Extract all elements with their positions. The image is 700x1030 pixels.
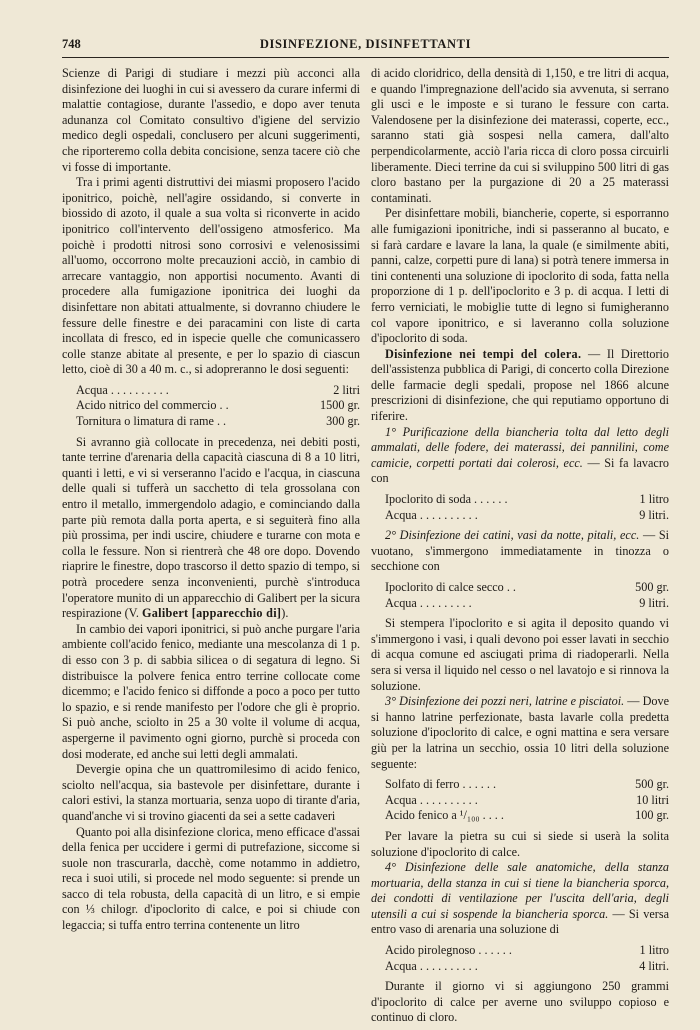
ingredient-quantity: 500 gr. (635, 580, 669, 594)
recipe-row (385, 959, 669, 975)
recipe-table (385, 777, 669, 824)
paragraph (371, 860, 669, 938)
paragraph (371, 528, 669, 575)
paragraph: Quanto poi alla disinfezione clorica, meno efficace d'assai della fenica per uccidere i germi di putrefazione, siccome si suole non trascurarla, dacchè, come notammo in addietro, reca i suoi utili, si procede nel modo seguente: si prende un sacco di tela robusta, della capacità di un litro, e si empie con ⅓ chilogr. d'ipoclorito di calce, e poi si chiude con legaccia; si tuffa entro terrina contenente un litro (62, 824, 360, 933)
paragraph (371, 425, 669, 487)
recipe-row (385, 777, 669, 793)
paragraph: Scienze di Parigi di studiare i mezzi più acconci alla disinfezione dei luoghi in cui si avessero da curare infermi di malattie contagiose, durante l'assedio, e dopo aver tenuta adunanza col Comitato consultivo d'igiene del servizio medico degli ospedali, conclusero per alcuni suggerimenti, che riporteremo colla debita concisione, senza tacere ciò che vi fosse di importante. (62, 66, 360, 174)
ingredient-quantity: 300 gr. (326, 414, 360, 429)
recipe-row (385, 492, 669, 508)
ingredient-quantity: 2 litri (333, 382, 360, 397)
ingredient-name: Acido fenico a ¹/₁₀₀ . . . . (385, 808, 504, 823)
ingredient-name: Acqua . . . . . . . . . . (385, 958, 478, 973)
header-rule (62, 57, 669, 58)
recipe-row (385, 793, 669, 809)
ingredient-name: Acqua . . . . . . . . . (385, 595, 472, 610)
paragraph-text: — Si versa entro vaso di arenaria una soluzione di (371, 906, 669, 937)
left-column (62, 66, 360, 934)
recipe-table (385, 580, 669, 611)
item-heading: 2° Disinfezione dei catini, vasi da notte, pitali, ecc. (385, 528, 640, 543)
paragraph: In cambio dei vapori iponitrici, si può anche purgare l'aria ambiente coll'acido fenico, mediante una mescolanza di 1 p. di esso con 3 p. di sabbia silicea o di segatura di legno. Si distribuisce la polvere fenica entro terrine collocate come dicemmo; e l'acido fenico si diffonde a poco a poco per tutto lo spazio, e si rende manifesto per l'odore che gli è proprio. Si può anche, sciolto in 25 a 30 volte il volume di acqua, aspergerne il pavimento ogni giorno, purchè si proceda con dosi moderate, ed anche sui letti degli ammalati. (62, 621, 360, 761)
ingredient-quantity: 1 litro (639, 943, 669, 958)
cross-reference: Galibert [apparecchio di] (141, 606, 282, 621)
recipe-row (76, 414, 360, 430)
paragraph-text: — Si fa lavacro con (371, 455, 669, 486)
ingredient-quantity: 1500 gr. (320, 398, 360, 413)
item-heading: 3° Disinfezione dei pozzi neri, latrine e pisciatoi. (385, 694, 625, 709)
recipe-row (385, 580, 669, 596)
ingredient-quantity: 9 litri. (639, 595, 669, 610)
ingredient-quantity: 1 litro (639, 492, 669, 507)
recipe-table (385, 492, 669, 523)
recipe-table (385, 943, 669, 974)
ingredient-quantity: 4 litri. (639, 958, 669, 973)
paragraph-text: ). (281, 606, 289, 621)
paragraph: Si stempera l'ipoclorito e si agita il deposito quando vi s'immergono i vasi, i quali devono poi esser lavati in secchio di acqua comune ed asciugati prima di riadoperarli. Nella sera si versa il liquido nel cesso o nel lavatojo e si rinnova la soluzione. (371, 616, 669, 693)
paragraph: Devergie opina che un quattromilesimo di acido fenico, sciolto nell'acqua, sia bastevole per disinfettare, durante i calori estivi, la stanza mortuaria, senza uopo di tirante d'aria, quand'anche vi si trovino giacenti da sei a sette cadaveri (62, 762, 360, 823)
ingredient-name: Acido pirolegnoso . . . . . . (385, 943, 512, 958)
recipe-row (385, 596, 669, 612)
paragraph-text: — Si vuotano, s'immergono immediatamente in tinozza o secchione con (371, 528, 669, 574)
ingredient-name: Ipoclorito di soda . . . . . . (385, 492, 508, 507)
paragraph: Tra i primi agenti distruttivi dei miasmi proposero l'acido iponitrico, poichè, nell'agire ossidando, si converte in biossido di azoto, il quale a sua volta si riconverte in acido iponitrico coll'intervento dell'ossigeno atmosferico. Ma poichè i prodotti nitrosi sono corrosivi e velenosissimi all'uomo, occorrono molte precauzioni acciò, in cambio di arrecare vantaggio, non apportisi nocumento. Avanti di procedere alla fumigazione iponitrica dei luoghi da disinfettare non abitati attualmente, si dovranno chiudere le fessure delle finestre e dei paracamini con liste di carta incollata di fresco, ed in ispecie quelle che comunicassero colle stanze abitate al presente, e per lo spazio di ciascun letto, cioè di 30 a 40 m. c., si adopreranno le dosi seguenti: (62, 175, 360, 377)
ingredient-name: Ipoclorito di calce secco . . (385, 580, 516, 594)
ingredient-quantity: 100 gr. (635, 808, 669, 823)
recipe-row (385, 508, 669, 524)
paragraph: Per lavare la pietra su cui si siede si userà la solita soluzione d'ipoclorito di calce. (371, 828, 669, 859)
item-heading: 1° Purificazione della biancheria tolta dal letto degli ammalati, delle fodere, dei materassi, dei pannilini, come camicie, corpetti portati dai colerosi, ecc. (371, 424, 669, 470)
ingredient-name: Acqua . . . . . . . . . . (385, 507, 478, 522)
ingredient-name: Acqua . . . . . . . . . . (76, 382, 169, 397)
paragraph (62, 435, 360, 622)
ingredient-quantity: 9 litri. (639, 507, 669, 522)
recipe-row (385, 943, 669, 959)
section-heading: Disinfezione nei tempi del colera. (385, 346, 582, 361)
recipe-table (76, 383, 360, 430)
ingredient-name: Solfato di ferro . . . . . . (385, 777, 497, 792)
page-number: 748 (62, 37, 81, 51)
item-heading: 4° Disinfezione delle sale anatomiche, della stanza mortuaria, della stanza in cui si tiene la biancheria sporca, dei condotti di ventilazione per l'uscita dell'aria, degli utensili a cui si sospende la biancheria sporca. (371, 860, 669, 921)
paragraph: Durante il giorno vi si aggiungono 250 grammi d'ipoclorito di calce per averne uno sviluppo copioso e continuo di cloro. (371, 979, 669, 1025)
ingredient-name: Acqua . . . . . . . . . . (385, 792, 478, 807)
recipe-row (385, 808, 669, 824)
right-column (371, 66, 669, 1026)
ingredient-quantity: 10 litri (636, 792, 669, 807)
paragraph (371, 347, 669, 425)
paragraph-text: Si avranno già collocate in precedenza, nei debiti posti, tante terrine d'arenaria della capacità ciascuna di 8 a 10 litri, quanti i letti, e vi si verseranno l'acido e l'acqua, in ciascuna delle quali si tufferà un sacchetto di tela grossolana con entro il metallo, immergendolo adagio, e cominciando dalla parte più remota dalla porta aperta, e si seguiterà fino alla più prossima, per indi uscire, chiudere e turarne con mota e colla le fessure. Non si rientrerà che 48 ore dopo. Dovendo riaprire le finestre, dopo trascorso il detto spazio di tempo, si potrà procedere senza inconvenienti, purchè s'introduca l'operatore munito di un apparecchio di Galibert per la sicura respirazione (V. (62, 434, 360, 621)
ingredient-quantity: 500 gr. (635, 777, 669, 792)
paragraph (371, 694, 669, 772)
paragraph-text: — Dove si hanno latrine perfezionate, basta lavarle colla predetta soluzione d'ipoclorito di calce, e ogni mattina e sera versare giù per la latrina un secchio, ossia 10 litri della soluzione seguente: (371, 694, 669, 771)
ingredient-name: Acido nitrico del commercio . . (76, 398, 229, 413)
ingredient-name: Tornitura o limatura di rame . . (76, 414, 227, 429)
paragraph: di acido cloridrico, della densità di 1,150, e tre litri di acqua, e quando l'impregnazione dell'acido sia avvenuta, si serrano gli usci e le imposte e si turano le fessure con carta. Valendosene per la disinfezione dei materassi, coperte, ecc., saranno stati già sospesi nella camera, dall'alto perpendicolarmente, acciò l'aria ricca di cloro possa circuirli liberamente. Dieci terrine da cui si sviluppino 500 litri di gas cloro bastano per la purgazione di 20 a 25 materassi contaminati. (371, 66, 669, 205)
running-title: DISINFEZIONE, DISINFETTANTI (259, 37, 472, 51)
recipe-row (76, 398, 360, 414)
recipe-row (76, 383, 360, 399)
paragraph: Per disinfettare mobili, biancherie, coperte, si esporranno alle fumigazioni iponitriche, indi si passeranno al bucato, e si farà cardare e lavare la lana, la quale (e similmente abiti, panni, calze, corpetti pure di lana) si potrà tenere immersa in tini contenenti una soluzione di ipoclorito di soda, fatta nella proporzione di 1 p. dell'ipoclorito e 3 p. di acqua. I letti di ferro verniciati, le mobiglie tutte di legno si fumigheranno col vapore iponitrico, e si laveranno colla soluzione d'ipoclorito di soda. (371, 206, 669, 346)
paragraph-text: — Il Direttorio dell'assistenza pubblica di Parigi, di concerto colla Direzione delle farmacie degli spedali, propose nel 1866 alcune prescrizioni di disinfezione, che qui reputiamo opportuno di riferire. (371, 346, 669, 424)
